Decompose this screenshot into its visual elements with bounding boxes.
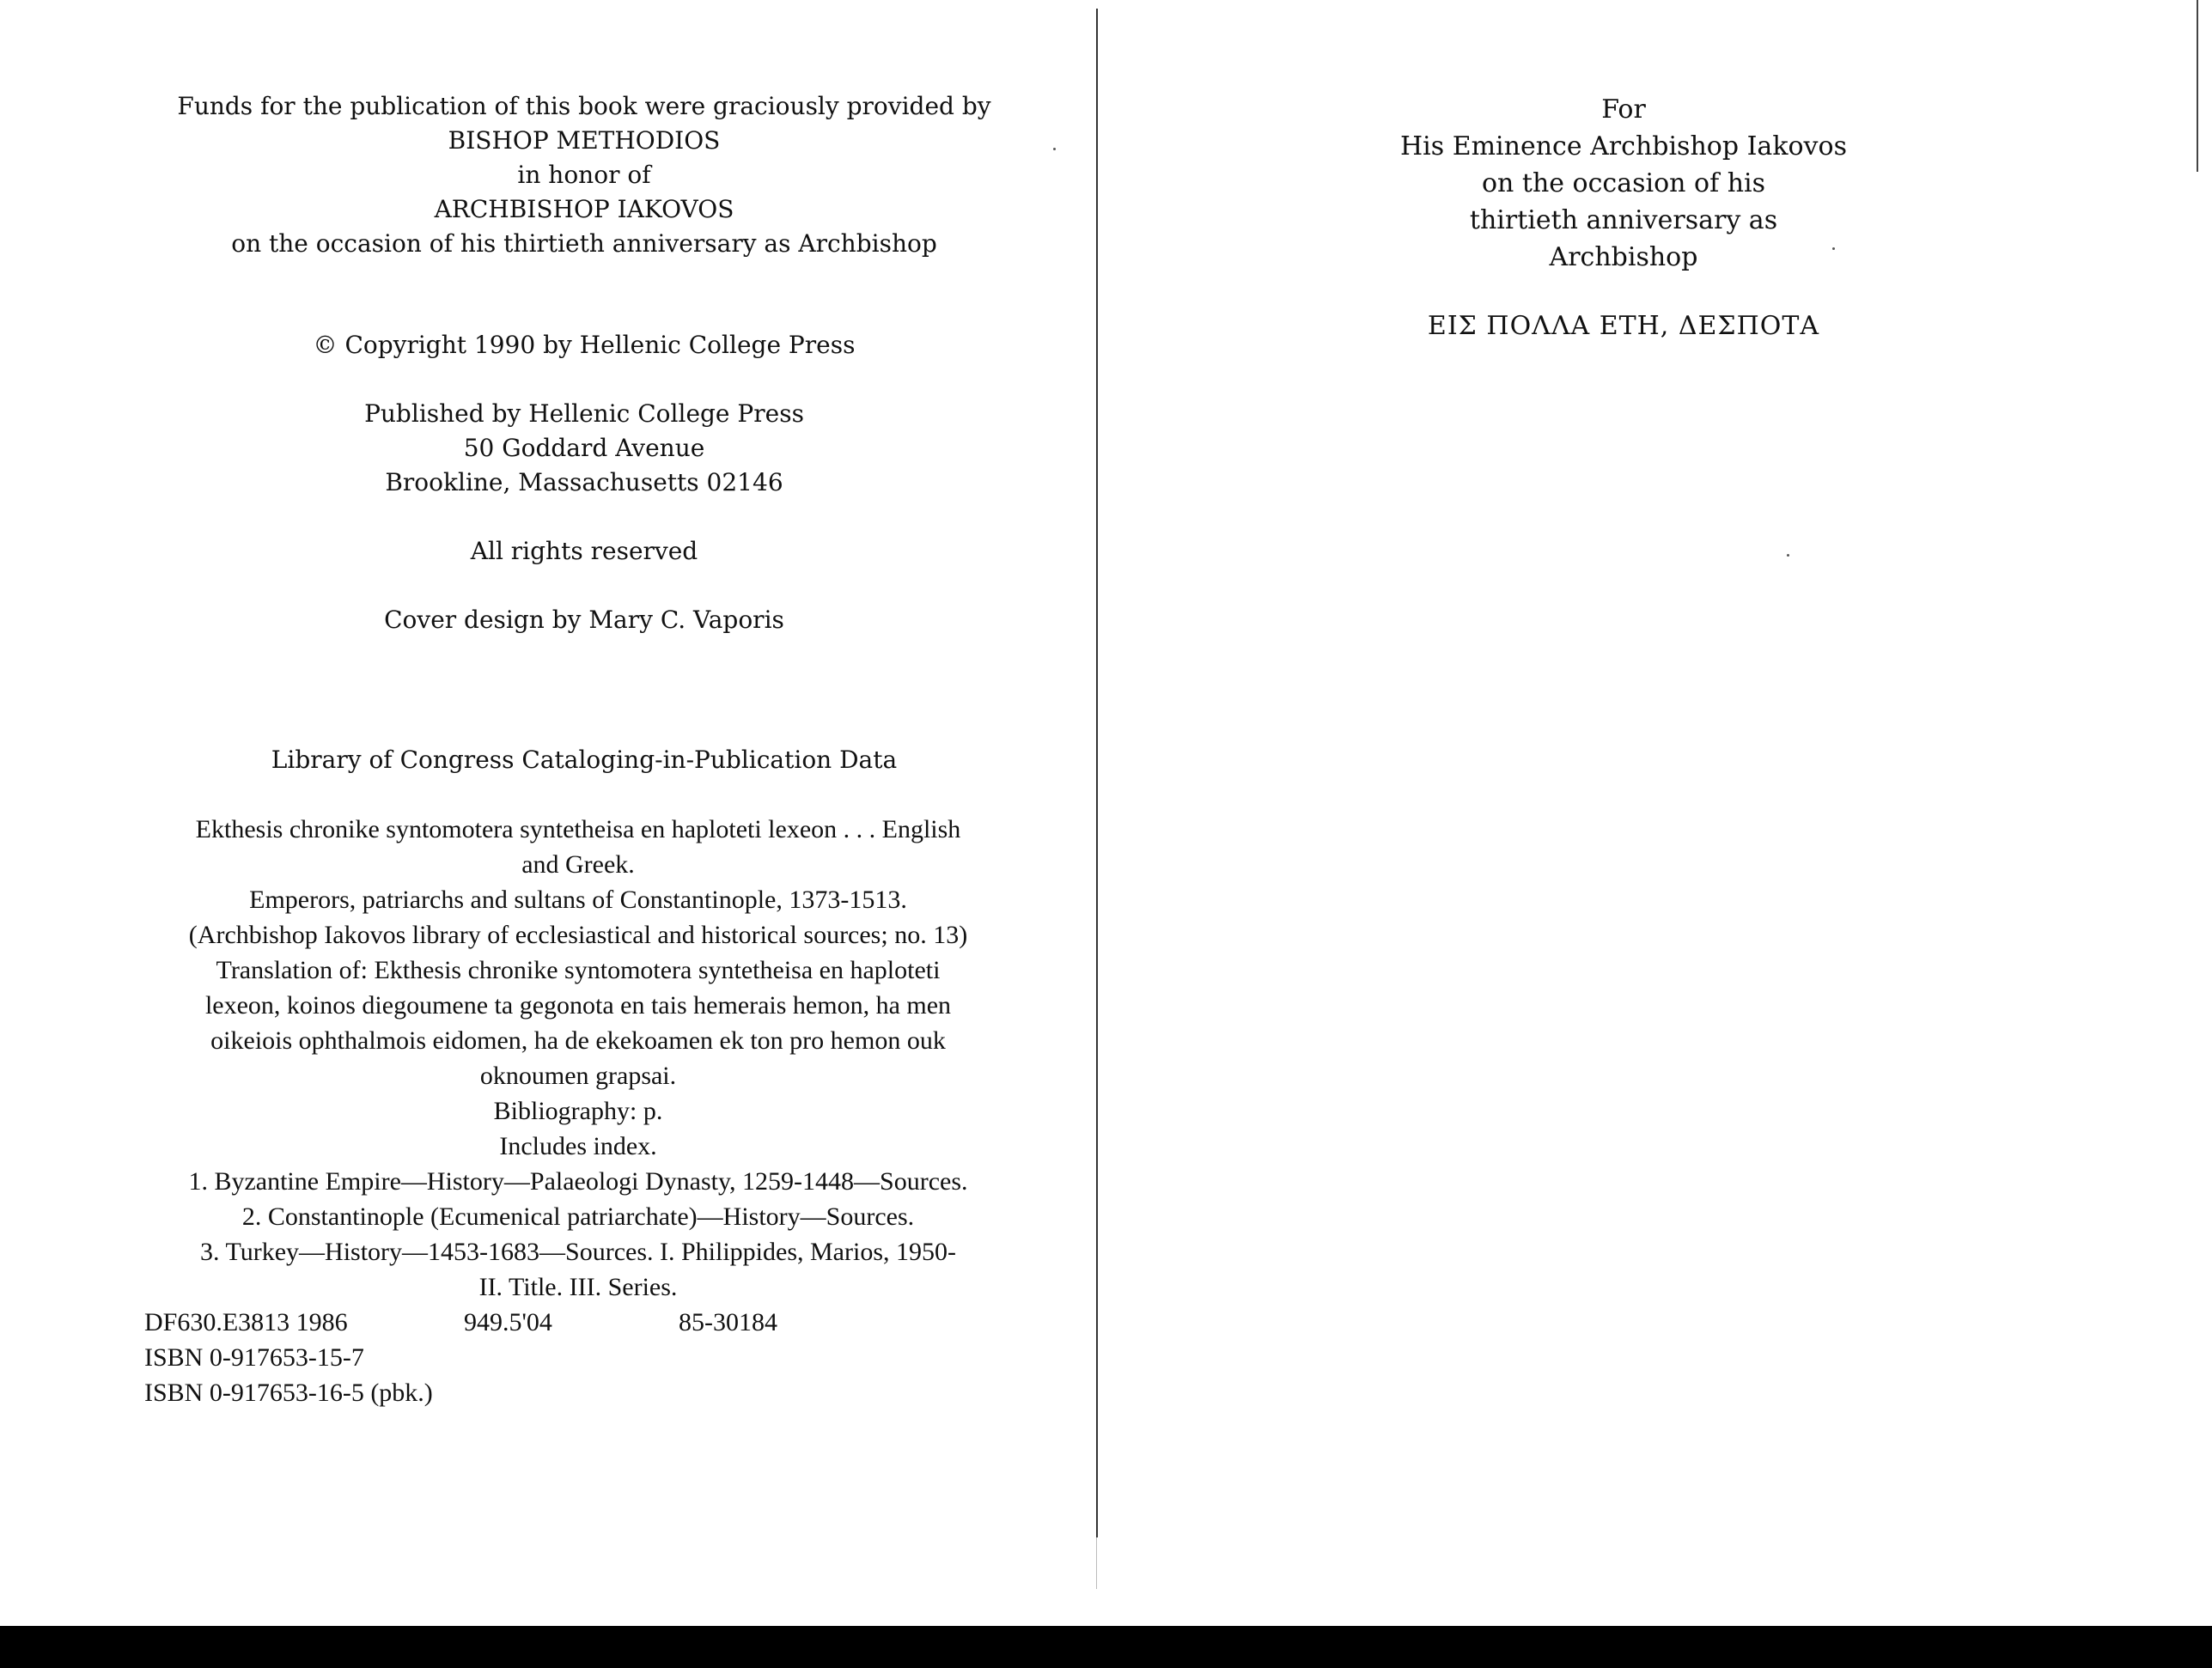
funding-line: Funds for the publication of this book were graciously provided by bbox=[177, 92, 991, 120]
greek-acclamation: ΕΙΣ ΠΟΛΛΑ ΕΤΗ, ΔΕΣΠΟΤΑ bbox=[1427, 311, 1820, 341]
cip-line: 2. Constantinople (Ecumenical patriarchate)—History—Sources. bbox=[241, 1202, 915, 1231]
scan-shadow-band bbox=[0, 1626, 2212, 1668]
copyright-page bbox=[0, 0, 1095, 1598]
isbn-line: ISBN 0-917653-15-7 bbox=[144, 1343, 364, 1372]
funding-line: BISHOP METHODIOS bbox=[448, 126, 721, 155]
cip-line: 1. Byzantine Empire—History—Palaeologi Dynasty, 1259-1448—Sources. bbox=[188, 1167, 968, 1196]
copyright-notice: © Copyright 1990 by Hellenic College Press bbox=[313, 331, 856, 359]
dedication bbox=[1366, 91, 1881, 276]
scan-speck bbox=[1832, 247, 1835, 250]
scan-speck bbox=[1053, 148, 1056, 150]
dedication-line: Archbishop bbox=[1549, 242, 1698, 272]
dewey-number: 949.5'04 bbox=[464, 1308, 552, 1336]
cip-line: Translation of: Ekthesis chronike syntomotera syntetheisa en haploteti bbox=[216, 956, 941, 984]
funding-line: on the occasion of his thirtieth anniversary as Archbishop bbox=[231, 229, 937, 258]
cip-line: Ekthesis chronike syntomotera syntetheisa en haploteti lexeon . . . English bbox=[195, 815, 961, 843]
lccn: 85-30184 bbox=[679, 1308, 777, 1336]
publisher-line: Brookline, Massachusetts 02146 bbox=[385, 468, 783, 496]
cip-line: 3. Turkey—History—1453-1683—Sources. I. Philippides, Marios, 1950- bbox=[200, 1238, 956, 1266]
cip-record bbox=[144, 812, 1012, 1410]
scan-speck bbox=[1787, 554, 1789, 557]
funding-statement bbox=[137, 89, 1031, 261]
cip-line: II. Title. III. Series. bbox=[478, 1273, 678, 1301]
cip-line: Includes index. bbox=[499, 1132, 657, 1160]
cip-heading: Library of Congress Cataloging-in-Publication Data bbox=[271, 746, 898, 774]
lc-call-number: DF630.E3813 1986 bbox=[144, 1308, 348, 1336]
cip-line: Emperors, patriarchs and sultans of Constantinople, 1373-1513. bbox=[249, 886, 907, 914]
isbn-line: ISBN 0-917653-16-5 (pbk.) bbox=[144, 1379, 433, 1407]
cip-line: (Archbishop Iakovos library of ecclesiastical and historical sources; no. 13) bbox=[188, 921, 968, 949]
funding-line: in honor of bbox=[517, 161, 651, 189]
call-number-row bbox=[144, 1305, 1012, 1340]
dedication-line: on the occasion of his bbox=[1481, 168, 1766, 198]
page-gutter-faint bbox=[1096, 1537, 1097, 1589]
cip-line: lexeon, koinos diegoumene ta gegonota en tais hemerais hemon, ha men bbox=[204, 991, 952, 1020]
funding-line: ARCHBISHOP IAKOVOS bbox=[434, 195, 734, 223]
cip-line: oknoumen grapsai. bbox=[479, 1062, 677, 1090]
dedication-line: His Eminence Archbishop Iakovos bbox=[1400, 131, 1847, 161]
cip-line: and Greek. bbox=[521, 850, 635, 879]
publisher-line: Published by Hellenic College Press bbox=[364, 399, 804, 428]
dedication-line: For bbox=[1601, 94, 1646, 125]
dedication-line: thirtieth anniversary as bbox=[1469, 205, 1778, 235]
cip-line: Bibliography: p. bbox=[493, 1097, 663, 1125]
rights-notice: All rights reserved bbox=[470, 537, 698, 565]
publisher-block bbox=[137, 397, 1031, 500]
cip-line: oikeiois ophthalmois eidomen, ha de ekekoamen ek ton pro hemon ouk bbox=[210, 1026, 946, 1055]
cover-credit: Cover design by Mary C. Vaporis bbox=[384, 606, 784, 634]
publisher-line: 50 Goddard Avenue bbox=[463, 434, 705, 462]
